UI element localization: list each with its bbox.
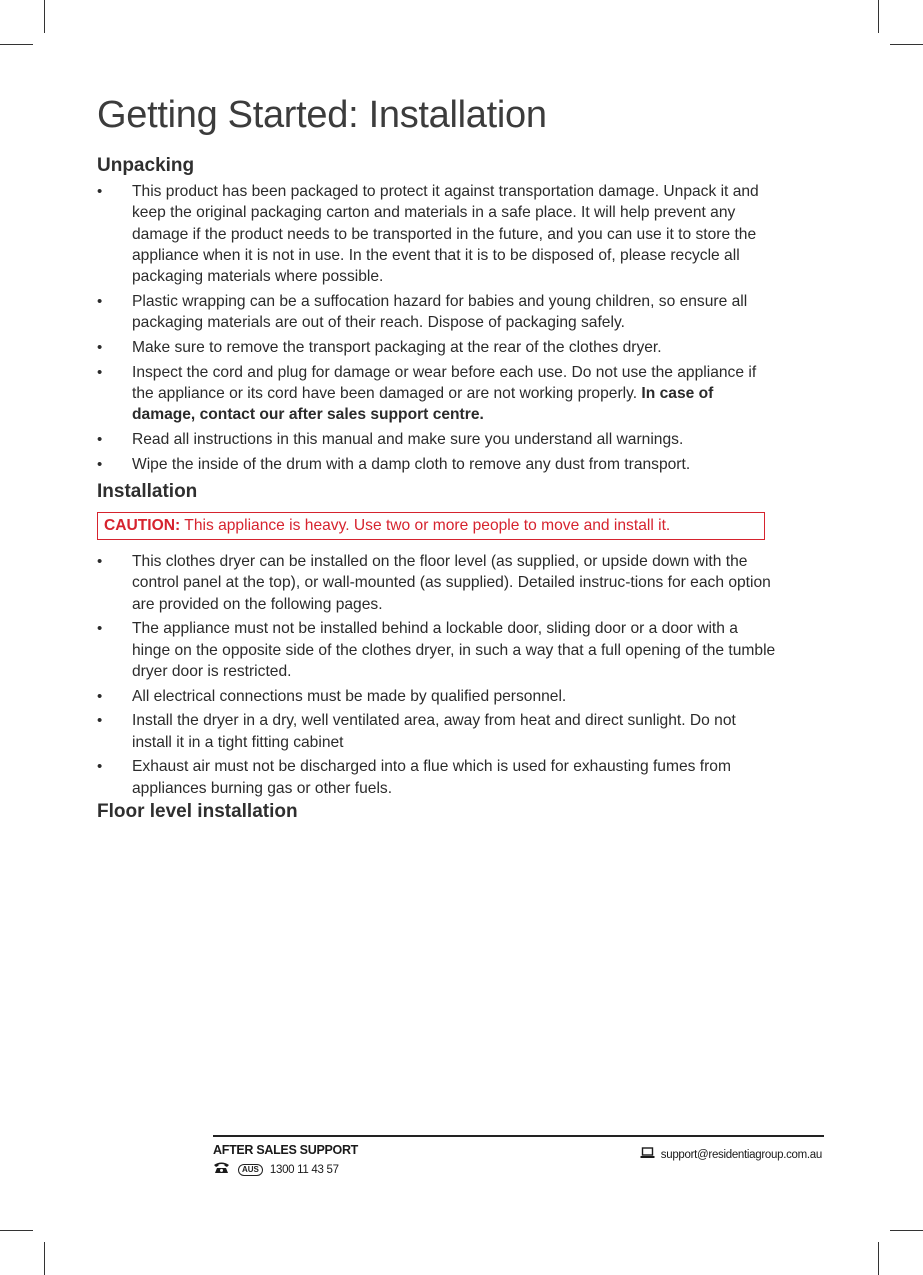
unpacking-list: [97, 181, 777, 478]
page-title: Getting Started: Installation: [97, 94, 547, 136]
bullet-icon: •: [97, 687, 103, 705]
support-email[interactable]: support@residentiagroup.com.au: [660, 1149, 822, 1161]
caution-label: CAUTION:: [104, 517, 181, 534]
telephone-icon: [213, 1161, 230, 1179]
floor-level-heading: Floor level installation: [97, 801, 298, 822]
bullet-icon: •: [97, 553, 103, 570]
crop-mark-bottom-right-horizontal: [890, 1230, 923, 1231]
list-item: • This clothes dryer can be installed on the floor level (as supplied, or upside down with the control panel at the top), or wall-mounted (as supplied). Detailed instruc-tions for each option are provided on the following pages.: [97, 553, 771, 613]
installation-heading: Installation: [97, 481, 198, 502]
crop-mark-top-left-vertical: [44, 0, 45, 33]
list-item: • All electrical connections must be made by qualified personnel.: [97, 686, 777, 707]
crop-mark-top-right-vertical: [878, 0, 879, 33]
list-item: • This product has been packaged to protect it against transportation damage. Unpack it and keep the original packaging carton and materials in a safe place. It will help prevent any damage if the product needs to be transported in the future, and you can use it to store the appliance when it is not in use. In the event that it is to be disposed of, please recycle all packaging materials where possible.: [97, 183, 759, 286]
caution-text: This appliance is heavy. Use two or more people to move and install it.: [184, 517, 671, 534]
bullet-icon: •: [97, 292, 103, 310]
crop-mark-top-right-horizontal: [890, 44, 923, 45]
bullet-icon: •: [97, 455, 103, 473]
region-badge: AUS: [238, 1164, 263, 1176]
crop-mark-bottom-left-vertical: [44, 1242, 45, 1275]
crop-mark-bottom-right-vertical: [878, 1242, 879, 1275]
footer-divider: [213, 1135, 824, 1137]
bullet-icon: •: [97, 620, 103, 638]
bullet-icon: •: [97, 363, 103, 381]
bullet-icon: •: [97, 712, 103, 730]
crop-mark-top-left-horizontal: [0, 44, 33, 45]
list-item: • Make sure to remove the transport packaging at the rear of the clothes dryer.: [97, 337, 777, 358]
list-item: • Wipe the inside of the drum with a damp cloth to remove any dust from transport.: [97, 454, 777, 475]
crop-mark-bottom-left-horizontal: [0, 1230, 33, 1231]
damage-support-note: In case of damage, contact our after sales support centre.: [132, 384, 714, 424]
list-item: • Read all instructions in this manual and make sure you understand all warnings.: [97, 429, 777, 450]
telephone-icon-svg: [213, 1161, 230, 1174]
laptop-icon-svg: [640, 1147, 655, 1159]
unpacking-heading: Unpacking: [97, 155, 195, 176]
list-item: • Exhaust air must not be discharged into a flue which is used for exhausting fumes from appliances burning gas or other fuels.: [97, 758, 731, 797]
bullet-icon: •: [97, 430, 103, 448]
footer-email: [640, 1146, 822, 1164]
laptop-icon: [640, 1146, 655, 1164]
list-item: • Inspect the cord and plug for damage or wear before each use. Do not use the appliance if the appliance or its cord have been damaged or are not working properly. In case of damage, contact our after sales support centre.: [97, 363, 757, 424]
bullet-icon: •: [97, 338, 103, 356]
bullet-icon: •: [97, 183, 103, 200]
footer-title: AFTER SALES SUPPORT: [213, 1143, 359, 1157]
list-item: • Install the dryer in a dry, well ventilated area, away from heat and direct sunlight. Do not install it in a tight fitting cabinet: [97, 712, 736, 751]
footer-phone: [213, 1161, 339, 1179]
caution-box: [97, 512, 765, 540]
list-item: • Plastic wrapping can be a suffocation hazard for babies and young children, so ensure all packaging materials are out of their reach. Dispose of packaging safely.: [97, 292, 748, 332]
bullet-icon: •: [97, 758, 103, 776]
phone-number[interactable]: 1300 11 43 57: [269, 1164, 339, 1176]
list-item: • The appliance must not be installed behind a lockable door, sliding door or a door with a hinge on the opposite side of the clothes dryer, in such a way that a full opening of the tumble dryer door is restricted.: [97, 620, 776, 680]
installation-list: [97, 551, 777, 802]
